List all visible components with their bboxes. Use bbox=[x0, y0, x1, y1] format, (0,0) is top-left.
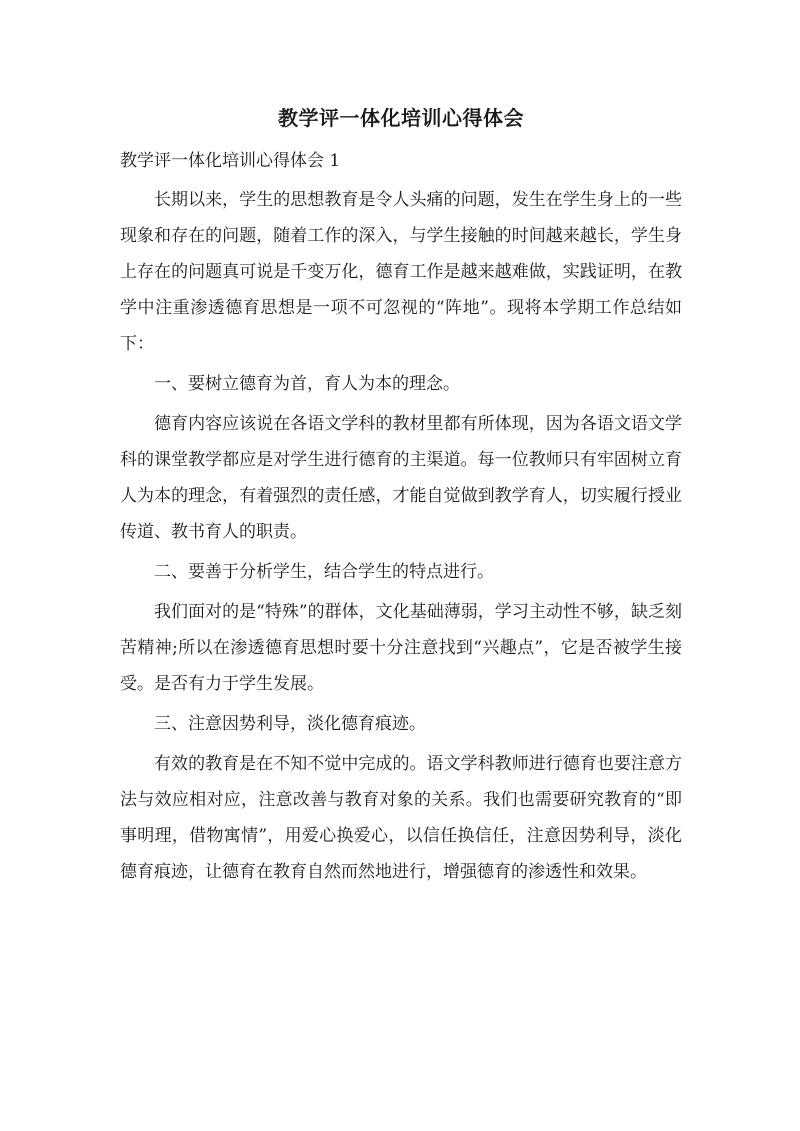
section-heading-1: 一、要树立德育为首，育人为本的理念。 bbox=[154, 374, 460, 394]
section-heading-2: 二、要善于分析学生，结合学生的特点进行。 bbox=[154, 562, 494, 582]
paragraph-section-2: 我们面对的是“特殊”的群体，文化基础薄弱，学习主动性不够，缺乏刻苦精神;所以在渗透德育思想时要十分注意找到“兴趣点”，它是否被学生接受。是否有力于学生发展。 bbox=[120, 602, 682, 694]
section-heading-3: 三、注意因势利导，淡化德育痕迹。 bbox=[154, 714, 426, 734]
paragraph-section-3: 有效的教育是在不知不觉中完成的。语文学科教师进行德育也要注意方法与效应相对应，注意改善与教育对象的关系。我们也需要研究教育的“即事明理，借物寓情”，用爱心换爱心，以信任换信任，注意因势利导，淡化德育痕迹，让德育在教育自然而然地进行，增强德育的渗透性和效果。 bbox=[120, 754, 682, 882]
document-body bbox=[120, 98, 682, 890]
paragraph-intro: 长期以来，学生的思想教育是令人头痛的问题，发生在学生身上的一些现象和存在的问题，随着工作的深入，与学生接触的时间越来越长，学生身上存在的问题真可说是千变万化，德育工作是越来越难做，实践证明，在教学中注重渗透德育思想是一项不可忽视的“阵地”。现将本学期工作总结如下： bbox=[120, 190, 682, 354]
document-subtitle: 教学评一体化培训心得体会 1 bbox=[120, 151, 341, 171]
document-title: 教学评一体化培训心得体会 bbox=[278, 106, 524, 130]
paragraph-section-1: 德育内容应该说在各语文学科的教材里都有所体现，因为各语文语文学科的课堂教学都应是对学生进行德育的主渠道。每一位教师只有牢固树立育人为本的理念，有着强烈的责任感，才能自觉做到教学育人，切实履行授业传道、教书育人的职责。 bbox=[120, 414, 682, 542]
